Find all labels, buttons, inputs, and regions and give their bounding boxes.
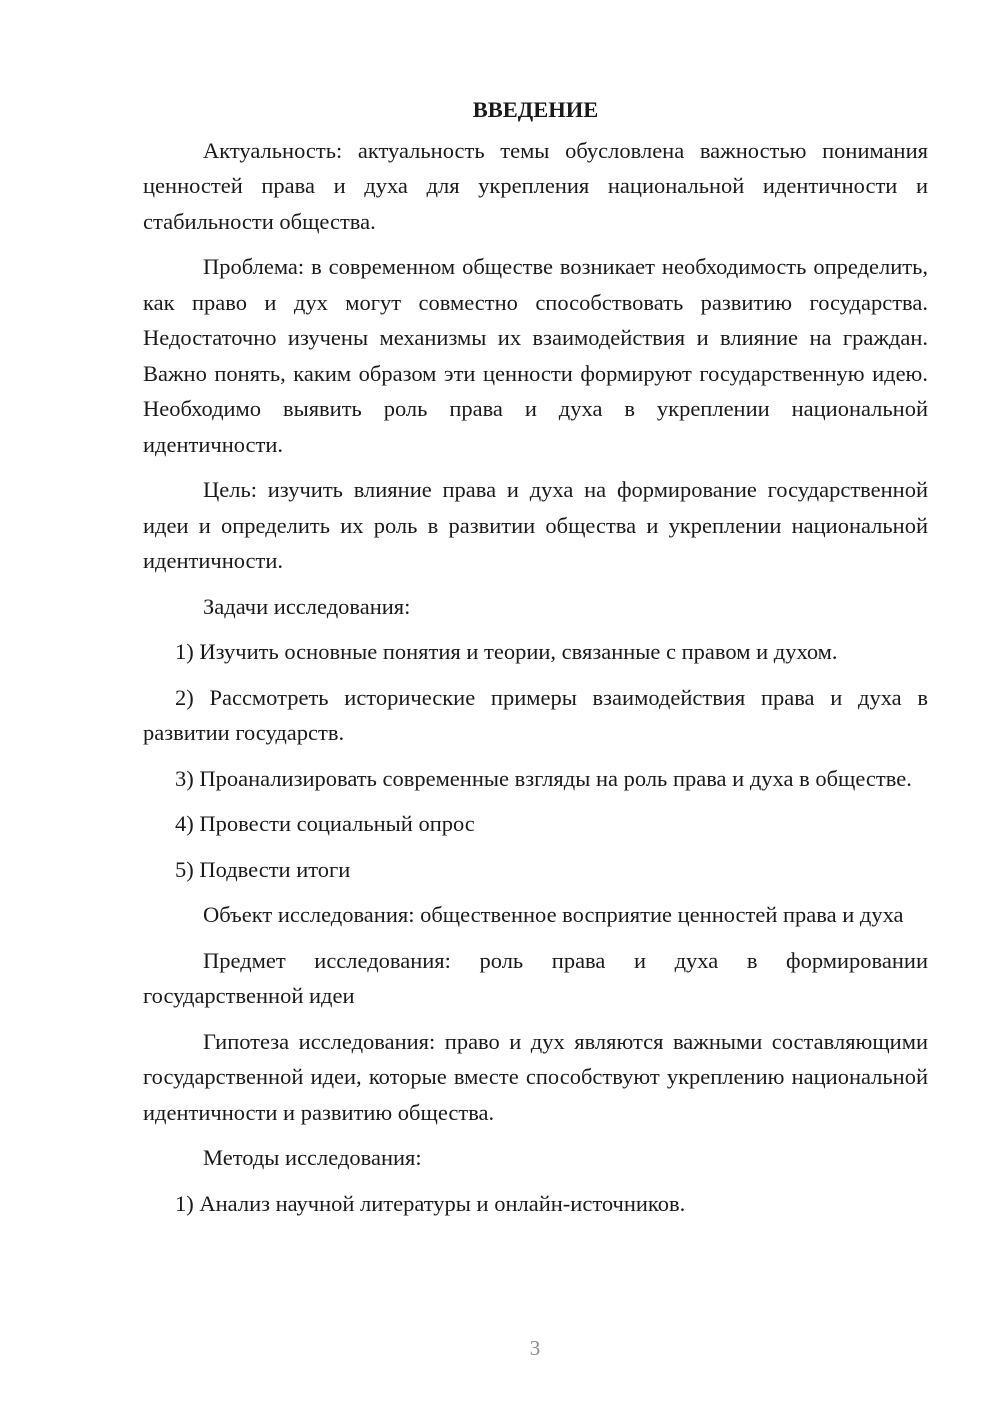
section-title: ВВЕДЕНИЕ — [472, 97, 599, 122]
task-item-5: 5) Подвести итоги — [175, 856, 351, 882]
hypothesis-paragraph: Гипотеза исследования: право и дух являются важными составляющими государственной идеи, которые вместе способствуют укреплению национальной идентичности и развитию общества. — [143, 1028, 928, 1125]
method-item-1: 1) Анализ научной литературы и онлайн-источников. — [175, 1190, 686, 1216]
task-item-1: 1) Изучить основные понятия и теории, связанные с правом и духом. — [175, 639, 838, 664]
goal-paragraph: Цель: изучить влияние права и духа на формирование государственной идеи и определить их роль в развитии общества и укреплении национальной идентичности. — [143, 477, 928, 573]
task-item-2: 2) Рассмотреть исторические примеры взаимодействия права и духа в развитии государств. — [143, 684, 928, 745]
task-item-3: 3) Проанализировать современные взгляды на роль права и духа в обществе. — [175, 765, 912, 791]
relevance-paragraph: Актуальность: актуальность темы обусловлена важностью понимания ценностей права и духа для укрепления национальной идентичности и стабильности общества. — [143, 137, 928, 234]
task-item-4: 4) Провести социальный опрос — [175, 811, 475, 836]
page-number: 3 — [529, 1336, 541, 1360]
research-subject-paragraph: Предмет исследования: роль права и духа в формировании государственной идеи — [143, 947, 928, 1008]
research-object-paragraph: Объект исследования: общественное восприятие ценностей права и духа — [203, 902, 904, 927]
problem-paragraph: Проблема: в современном обществе возникает необходимость определить, как право и дух могут совместно способствовать развитию государства. Недостаточно изучены механизмы их взаимодействия и влияние на граждан. Важно понять, каким образом эти ценности формируют государственную идею. Необходимо выявить роль права и духа в укреплении национальной идентичности. — [143, 254, 928, 457]
document-body — [143, 92, 928, 1231]
methods-heading: Методы исследования: — [203, 1145, 422, 1170]
tasks-heading: Задачи исследования: — [203, 593, 411, 619]
